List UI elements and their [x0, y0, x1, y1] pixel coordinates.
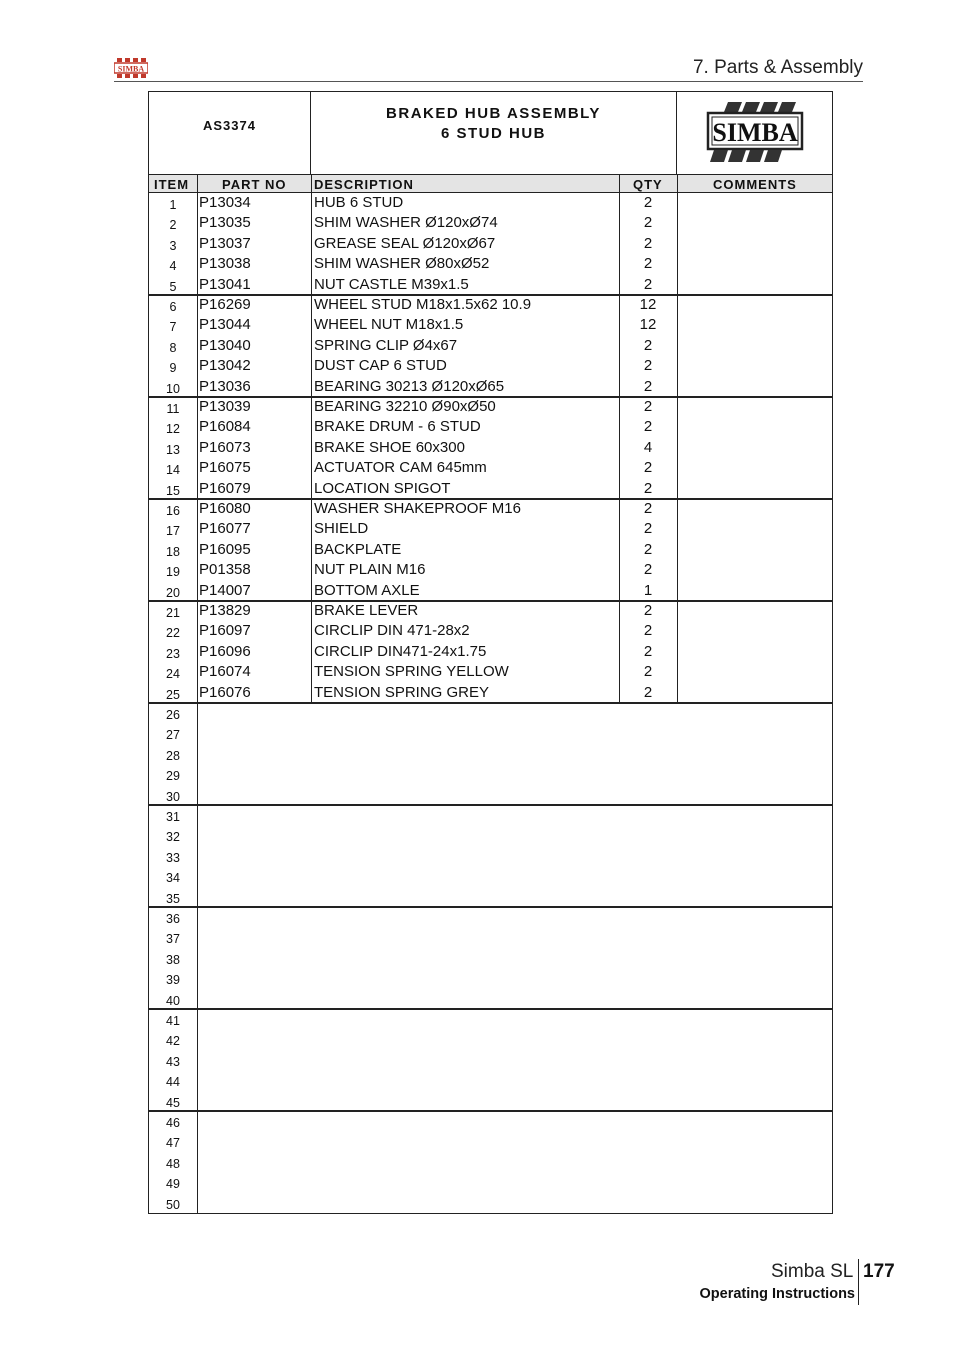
col-comments: COMMENTS: [713, 177, 797, 192]
row-quantity: 2: [643, 520, 653, 538]
row-part-number: P16095: [199, 540, 251, 558]
row-item-number: 48: [166, 1156, 180, 1171]
row-item-number: 2: [169, 218, 177, 233]
row-description: DUST CAP 6 STUD: [314, 357, 447, 375]
row-description: WHEEL STUD M18x1.5x62 10.9: [314, 296, 532, 313]
row-description: ACTUATOR CAM 645mm: [314, 459, 487, 477]
table-row: [149, 703, 832, 723]
row-item-number: 34: [166, 871, 180, 886]
row-part-number: P13037: [199, 234, 251, 252]
row-part-number: P16074: [199, 663, 251, 681]
table-row: [149, 1193, 832, 1213]
table-row: [149, 805, 832, 825]
small-logo-text: SIMBA: [117, 64, 145, 74]
row-description: LOCATION SPIGOT: [314, 479, 451, 497]
row-part-number: P01358: [199, 561, 251, 579]
row-item-number: 30: [166, 789, 180, 804]
column-line: [619, 193, 620, 703]
row-part-number: P13034: [199, 194, 251, 211]
table-row: [149, 968, 832, 988]
row-quantity: 2: [643, 418, 653, 436]
row-item-number: 16: [166, 504, 180, 518]
footer-divider: [858, 1259, 859, 1305]
row-item-number: 23: [166, 646, 180, 661]
row-item-number: 39: [166, 973, 180, 988]
table-row: [149, 927, 832, 947]
row-item-number: 14: [166, 463, 180, 478]
row-item-number: 9: [169, 361, 177, 376]
row-item-number: 20: [166, 585, 180, 600]
row-item-number: 43: [166, 1054, 180, 1069]
row-quantity: 2: [643, 683, 653, 701]
table-row: [149, 989, 832, 1009]
page-number: 177: [863, 1261, 895, 1282]
table-row: [149, 540, 832, 560]
row-part-number: P16075: [199, 459, 251, 477]
row-description: WASHER SHAKEPROOF M16: [314, 500, 521, 517]
table-row: [149, 336, 832, 356]
table-row: [149, 254, 832, 274]
row-item-number: 27: [166, 728, 180, 743]
row-item-number: 32: [166, 830, 180, 845]
row-item-number: 7: [169, 320, 177, 335]
table-row: [149, 356, 832, 376]
table-row: [149, 234, 832, 254]
row-item-number: 46: [166, 1116, 180, 1130]
row-part-number: P13829: [199, 602, 251, 619]
table-row: [149, 519, 832, 539]
col-part-no: PART NO: [222, 177, 287, 192]
table-row: [149, 458, 832, 478]
row-part-number: P13039: [199, 398, 251, 415]
assembly-title-line1: BRAKED HUB ASSEMBLY: [386, 105, 601, 122]
row-item-number: 33: [166, 850, 180, 865]
row-description: WHEEL NUT M18x1.5: [314, 316, 464, 334]
table-row: [149, 887, 832, 907]
row-part-number: P13038: [199, 255, 251, 273]
row-part-number: P16076: [199, 683, 251, 701]
row-item-number: 45: [166, 1095, 180, 1110]
row-part-number: P13035: [199, 214, 251, 232]
row-quantity: 1: [643, 581, 653, 599]
row-part-number: P16084: [199, 418, 251, 436]
row-quantity: 2: [643, 540, 653, 558]
table-row: [149, 397, 832, 417]
col-qty: QTY: [633, 177, 663, 192]
row-part-number: P13044: [199, 316, 251, 334]
row-part-number: P16096: [199, 642, 251, 660]
table-row: [149, 438, 832, 458]
row-item-number: 41: [166, 1014, 180, 1028]
row-quantity: 2: [643, 663, 653, 681]
row-quantity: 2: [643, 602, 653, 619]
row-description: BEARING 30213 Ø120xØ65: [314, 377, 505, 395]
row-description: SHIM WASHER Ø80xØ52: [314, 255, 490, 273]
row-item-number: 26: [166, 708, 180, 722]
row-item-number: 37: [166, 932, 180, 947]
table-row: [149, 683, 832, 703]
col-divider: [677, 175, 678, 192]
row-quantity: 2: [643, 459, 653, 477]
table-row: [149, 275, 832, 295]
row-item-number: 8: [169, 340, 177, 355]
row-description: GREASE SEAL Ø120xØ67: [314, 234, 496, 252]
table-row: [149, 377, 832, 397]
row-quantity: 2: [643, 255, 653, 273]
product-name: Simba SL: [771, 1261, 854, 1282]
row-part-number: P16269: [199, 296, 251, 313]
row-quantity: 2: [643, 194, 653, 211]
table-row: [149, 723, 832, 743]
table-row: [149, 907, 832, 927]
row-item-number: 25: [166, 687, 180, 702]
header-rule: [114, 81, 863, 82]
row-description: BEARING 32210 Ø90xØ50: [314, 398, 496, 415]
table-row: [149, 499, 832, 519]
row-item-number: 11: [166, 402, 180, 416]
col-divider: [197, 175, 198, 192]
table-row: [149, 785, 832, 805]
row-item-number: 1: [169, 198, 177, 212]
table-row: [149, 315, 832, 335]
assembly-code: AS3374: [149, 92, 311, 174]
table-row: [149, 193, 832, 213]
row-item-number: 50: [166, 1197, 180, 1212]
table-row: [149, 642, 832, 662]
row-item-number: 3: [169, 238, 177, 253]
row-description: NUT PLAIN M16: [314, 561, 426, 579]
title-block: [149, 92, 832, 174]
table-row: [149, 1131, 832, 1151]
col-divider: [311, 175, 312, 192]
table-row: [149, 764, 832, 784]
row-item-number: 31: [166, 810, 180, 824]
table-row: [149, 479, 832, 499]
row-part-number: P13042: [199, 357, 251, 375]
simba-small-logo: [114, 58, 148, 78]
row-quantity: 2: [643, 357, 653, 375]
table-row: [149, 581, 832, 601]
row-item-number: 24: [166, 667, 180, 682]
table-row: [149, 662, 832, 682]
row-quantity: 2: [643, 479, 653, 497]
row-part-number: P13036: [199, 377, 251, 395]
row-description: BRAKE SHOE 60x300: [314, 438, 465, 456]
row-description: SPRING CLIP Ø4x67: [314, 336, 458, 354]
simba-brand-icon: [706, 102, 804, 164]
row-item-number: 49: [166, 1177, 180, 1192]
row-item-number: 29: [166, 769, 180, 784]
table-row: [149, 846, 832, 866]
row-quantity: 2: [643, 622, 653, 640]
row-description: CIRCLIP DIN471-24x1.75: [314, 642, 487, 660]
row-description: BRAKE DRUM - 6 STUD: [314, 418, 481, 436]
table-row: [149, 744, 832, 764]
row-quantity: 2: [643, 642, 653, 660]
column-line: [677, 193, 678, 703]
table-row: [149, 1050, 832, 1070]
row-quantity: 12: [639, 316, 657, 334]
row-description: BACKPLATE: [314, 540, 402, 558]
table-row: [149, 621, 832, 641]
row-description: CIRCLIP DIN 471-28x2: [314, 622, 470, 640]
col-item: ITEM: [154, 177, 190, 192]
row-description: TENSION SPRING GREY: [314, 683, 490, 701]
table-row: [149, 213, 832, 233]
table-row: [149, 866, 832, 886]
table-row: [149, 1091, 832, 1111]
row-item-number: 15: [166, 483, 180, 498]
table-row: [149, 1009, 832, 1029]
row-item-number: 10: [166, 381, 180, 396]
row-item-number: 19: [166, 565, 180, 580]
row-description: BRAKE LEVER: [314, 602, 419, 619]
row-item-number: 44: [166, 1075, 180, 1090]
assembly-title: [311, 92, 677, 174]
row-part-number: P16097: [199, 622, 251, 640]
table-row: [149, 1070, 832, 1090]
row-part-number: P13041: [199, 275, 251, 293]
row-quantity: 2: [643, 561, 653, 579]
row-item-number: 36: [166, 912, 180, 926]
table-row: [149, 1111, 832, 1131]
manual-subtitle: Operating Instructions: [699, 1286, 855, 1302]
row-part-number: P14007: [199, 581, 251, 599]
row-item-number: 18: [166, 544, 180, 559]
simba-brand-logo: [677, 92, 832, 174]
row-quantity: 2: [643, 336, 653, 354]
table-row: [149, 1029, 832, 1049]
row-description: SHIELD: [314, 520, 369, 538]
row-quantity: 2: [643, 377, 653, 395]
table-row: [149, 1152, 832, 1172]
row-part-number: P16077: [199, 520, 251, 538]
row-item-number: 40: [166, 993, 180, 1008]
row-item-number: 22: [166, 626, 180, 641]
simba-logo-icon: [114, 58, 148, 78]
row-part-number: P13040: [199, 336, 251, 354]
row-quantity: 2: [643, 500, 653, 517]
row-part-number: P16073: [199, 438, 251, 456]
row-item-number: 12: [166, 422, 180, 437]
row-description: TENSION SPRING YELLOW: [314, 663, 509, 681]
table-row: [149, 601, 832, 621]
table-row: [149, 1172, 832, 1192]
column-header-row: [149, 174, 832, 193]
row-description: SHIM WASHER Ø120xØ74: [314, 214, 498, 232]
table-row: [149, 417, 832, 437]
row-item-number: 17: [166, 524, 180, 539]
row-item-number: 47: [166, 1136, 180, 1151]
parts-table: [148, 91, 833, 1214]
table-row: [149, 825, 832, 845]
row-item-number: 35: [166, 891, 180, 906]
row-item-number: 21: [166, 606, 180, 620]
row-item-number: 28: [166, 748, 180, 763]
table-row: [149, 295, 832, 315]
assembly-title-line2: 6 STUD HUB: [440, 125, 546, 142]
row-part-number: P16080: [199, 500, 251, 517]
row-quantity: 12: [639, 296, 657, 313]
row-item-number: 38: [166, 952, 180, 967]
row-item-number: 42: [166, 1034, 180, 1049]
row-item-number: 6: [169, 300, 177, 314]
row-item-number: 4: [169, 259, 177, 274]
col-description: DESCRIPTION: [314, 177, 414, 192]
row-quantity: 2: [643, 234, 653, 252]
row-description: NUT CASTLE M39x1.5: [314, 275, 469, 293]
row-quantity: 2: [643, 214, 653, 232]
row-part-number: P16079: [199, 479, 251, 497]
brand-logo-text: SIMBA: [711, 118, 798, 147]
col-divider: [619, 175, 620, 192]
row-description: BOTTOM AXLE: [314, 581, 420, 599]
row-item-number: 5: [169, 279, 177, 294]
row-quantity: 2: [643, 398, 653, 415]
column-line: [311, 193, 312, 703]
row-item-number: 13: [166, 442, 180, 457]
row-description: HUB 6 STUD: [314, 194, 404, 211]
row-quantity: 2: [643, 275, 653, 293]
table-row: [149, 560, 832, 580]
table-row: [149, 948, 832, 968]
row-quantity: 4: [643, 438, 653, 456]
section-title: 7. Parts & Assembly: [692, 57, 863, 78]
